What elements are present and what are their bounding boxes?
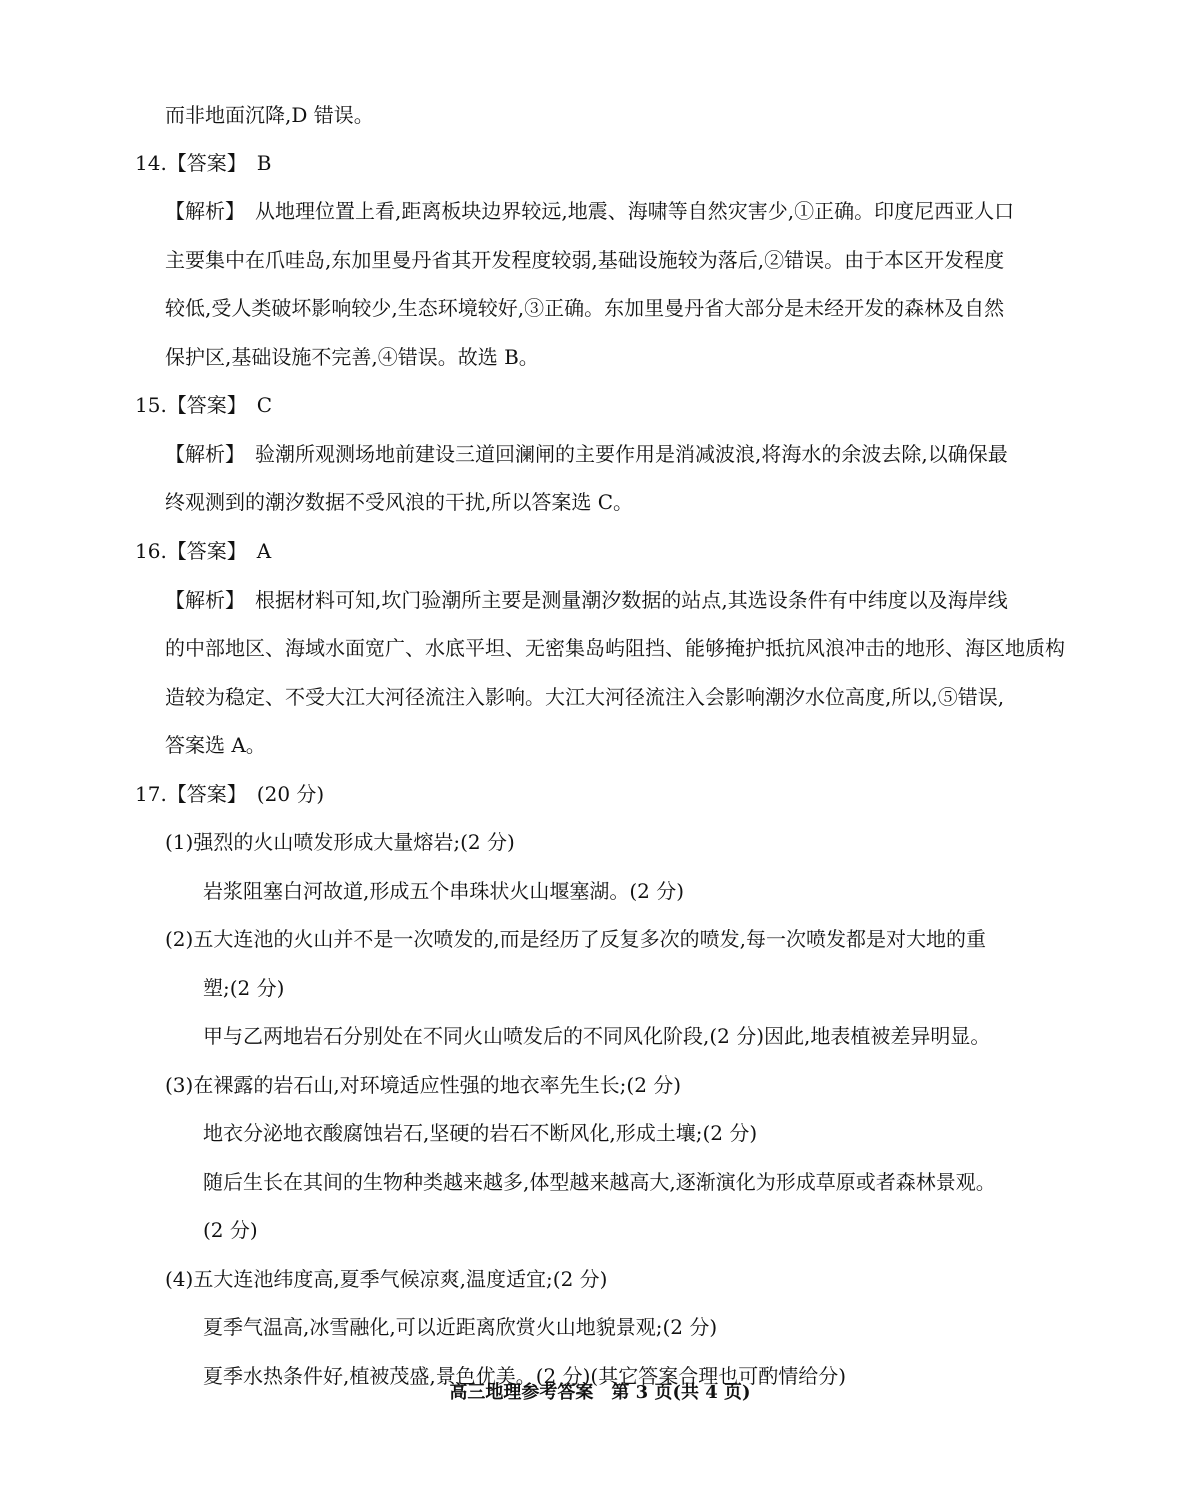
text-line: 岩浆阻塞白河故道,形成五个串珠状火山堰塞湖。(2 分)	[203, 879, 685, 903]
page-footer: 高三地理参考答案 第 3 页(共 4 页)	[449, 1382, 751, 1403]
text-line: 随后生长在其间的生物种类越来越多,体型越来越高大,逐渐演化为形成草原或者森林景观。	[203, 1170, 996, 1194]
text-line: 造较为稳定、不受大江大河径流注入影响。大江大河径流注入会影响潮汐水位高度,所以,⑤错误,	[165, 685, 1005, 709]
text-line: 16.【答案】 A	[135, 539, 272, 563]
text-line: 14.【答案】 B	[135, 151, 272, 175]
text-line: 【解析】 从地理位置上看,距离板块边界较远,地震、海啸等自然灾害少,①正确。印度尼西亚人口	[165, 199, 1015, 223]
text-line: 主要集中在爪哇岛,东加里曼丹省其开发程度较弱,基础设施较为落后,②错误。由于本区开发程度	[165, 248, 1005, 272]
text-line: 较低,受人类破坏影响较少,生态环境较好,③正确。东加里曼丹省大部分是未经开发的森林及自然	[165, 296, 1005, 320]
text-line: 地衣分泌地衣酸腐蚀岩石,坚硬的岩石不断风化,形成土壤;(2 分)	[203, 1121, 758, 1145]
text-line: (3)在裸露的岩石山,对环境适应性强的地衣率先生长;(2 分)	[165, 1073, 682, 1097]
text-line: (2)五大连池的火山并不是一次喷发的,而是经历了反复多次的喷发,每一次喷发都是对大地的重	[165, 927, 987, 951]
text-line: 【解析】 根据材料可知,坎门验潮所主要是测量潮汐数据的站点,其选设条件有中纬度以及海岸线	[165, 588, 1008, 612]
text-line: 塑;(2 分)	[203, 976, 285, 1000]
text-line: 甲与乙两地岩石分别处在不同火山喷发后的不同风化阶段,(2 分)因此,地表植被差异明显。	[203, 1024, 991, 1048]
text-line: (4)五大连池纬度高,夏季气候凉爽,温度适宜;(2 分)	[165, 1267, 608, 1291]
text-line: 15.【答案】 C	[135, 393, 273, 417]
text-line: 17.【答案】 (20 分)	[135, 782, 325, 806]
text-line: 夏季气温高,冰雪融化,可以近距离欣赏火山地貌景观;(2 分)	[203, 1315, 718, 1339]
text-line: 夏季水热条件好,植被茂盛,景色优美。(2 分)(其它答案合理也可酌情给分)	[203, 1364, 847, 1388]
text-line: 终观测到的潮汐数据不受风浪的干扰,所以答案选 C。	[165, 490, 634, 514]
text-line: 的中部地区、海域水面宽广、水底平坦、无密集岛屿阻挡、能够掩护抵抗风浪冲击的地形、海区地质构	[165, 636, 1065, 660]
text-line: (2 分)	[203, 1218, 258, 1242]
text-line: 【解析】 验潮所观测场地前建设三道回澜闸的主要作用是消减波浪,将海水的余波去除,以确保最	[165, 442, 1008, 466]
text-line: 而非地面沉降,D 错误。	[165, 103, 374, 127]
text-line: 保护区,基础设施不完善,④错误。故选 B。	[165, 345, 539, 369]
text-line: (1)强烈的火山喷发形成大量熔岩;(2 分)	[165, 830, 515, 854]
text-line: 答案选 A。	[165, 733, 266, 757]
